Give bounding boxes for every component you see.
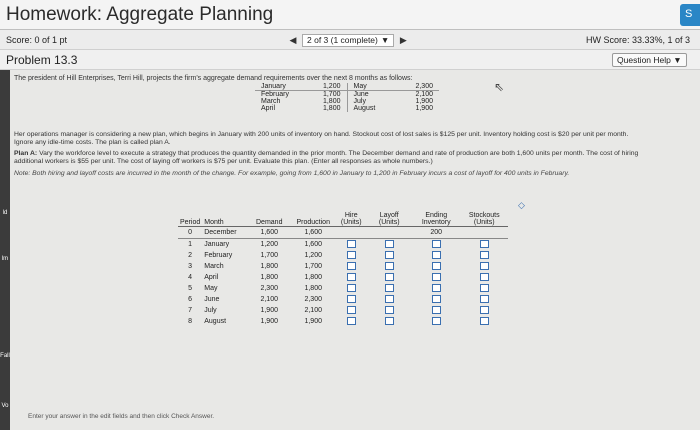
diamond-icon: ◇	[518, 200, 525, 210]
layoff-cell	[366, 250, 412, 261]
period-cell: 3	[188, 263, 193, 270]
previous-question-icon[interactable]: ◀	[289, 34, 297, 45]
note-text	[14, 170, 694, 178]
col-hire	[336, 212, 366, 227]
period-cell: 2	[188, 252, 193, 259]
period-cell: 1	[188, 241, 193, 248]
stockouts-cell	[460, 283, 508, 294]
left-sidebar-strip	[0, 70, 10, 430]
layoff-input[interactable]	[385, 262, 394, 270]
period-cell: 6	[188, 296, 193, 303]
demand-cell: 1,200	[260, 241, 278, 248]
table-row	[178, 294, 508, 305]
plan-a-description: Vary the workforce level to execute a strategy that produces the quantity demanded in the prior month. The December demand and rate of production are both 1,600 units per month. The cost of hiring	[39, 150, 639, 157]
demand-month: July	[353, 98, 366, 105]
plan-a-label: Plan A:	[14, 150, 38, 157]
ending-inventory-cell	[412, 261, 460, 272]
ending-inventory-cell	[412, 305, 460, 316]
next-question-icon[interactable]: ▶	[399, 34, 407, 45]
hire-input[interactable]	[347, 284, 356, 292]
note-label: Note:	[14, 170, 31, 177]
hire-cell	[336, 250, 366, 261]
ending-inventory-cell	[412, 272, 460, 283]
hire-input[interactable]	[347, 295, 356, 303]
table-row	[178, 316, 508, 327]
demand-value: 1,800	[315, 105, 347, 112]
col-month: Month	[202, 212, 248, 227]
demand-month: March	[261, 98, 281, 105]
ending-inventory-cell	[412, 283, 460, 294]
problem-bar	[0, 50, 700, 70]
stockouts-input[interactable]	[480, 240, 489, 248]
hw-score: HW Score: 33.33%, 1 of 3	[586, 35, 691, 45]
stockouts-input[interactable]	[480, 295, 489, 303]
production-cell: 1,800	[304, 285, 322, 292]
month-cell: May	[204, 285, 218, 292]
score-bar	[0, 30, 700, 50]
chevron-down-icon: ▼	[380, 35, 390, 45]
production-cell: 2,100	[304, 307, 322, 314]
col-period: Period	[178, 212, 202, 227]
ending-inventory-input[interactable]	[432, 240, 441, 248]
ending-inventory-input[interactable]	[432, 262, 441, 270]
layoff-cell	[366, 294, 412, 305]
table-row	[178, 305, 508, 316]
layoff-cell	[366, 316, 412, 327]
layoff-input[interactable]	[385, 317, 394, 325]
demand-cell: 1,700	[260, 252, 278, 259]
hire-input[interactable]	[347, 251, 356, 259]
plan-a-description-2: additional workers is $55 per unit. The cost of laying off workers is $75 per unit. Evaluate this plan. (Enter all responses as whole numbers.)	[14, 158, 433, 165]
stockouts-cell	[460, 305, 508, 316]
demand-value: 2,100	[415, 91, 433, 98]
demand-table	[255, 83, 439, 112]
stockouts-input[interactable]	[480, 262, 489, 270]
period-cell: 4	[188, 274, 193, 281]
hire-input[interactable]	[347, 240, 356, 248]
ending-inventory-cell	[412, 239, 460, 251]
demand-value: 1,900	[415, 105, 433, 112]
stockouts-cell	[460, 272, 508, 283]
layoff-input[interactable]	[385, 251, 394, 259]
table-row	[178, 272, 508, 283]
stockouts-input[interactable]	[480, 273, 489, 281]
problem-number: Problem 13.3	[6, 53, 78, 67]
stockouts-cell	[460, 250, 508, 261]
stockouts-cell	[460, 239, 508, 251]
ignore-sentence: Ignore any idle-time costs. The plan is called plan A.	[14, 139, 171, 146]
production-cell: 1,600	[290, 227, 336, 239]
month-cell: December	[202, 227, 248, 239]
layoff-cell	[366, 239, 412, 251]
stockouts-cell	[460, 294, 508, 305]
production-cell: 1,200	[304, 252, 322, 259]
layoff-input[interactable]	[385, 306, 394, 314]
period-cell: 7	[188, 307, 193, 314]
demand-month: June	[353, 91, 369, 98]
col-stockouts-unit: (Units)	[473, 219, 495, 226]
production-cell: 1,900	[304, 318, 322, 325]
sidebar-tab[interactable]: lm	[1, 256, 9, 262]
operations-sentence: Her operations manager is considering a new plan, which begins in January with 200 units of inventory on hand. Stockout cost of lost sales is $125 per unit. Inventory holding cost is $20 per unit per month.	[14, 131, 629, 138]
layoff-input[interactable]	[385, 240, 394, 248]
table-row	[178, 227, 508, 239]
layoff-cell	[366, 261, 412, 272]
hire-cell	[336, 283, 366, 294]
stockouts-cell	[460, 316, 508, 327]
layoff-cell	[366, 272, 412, 283]
table-row	[178, 261, 508, 272]
col-demand: Demand	[248, 212, 290, 227]
intro-text: The president of Hill Enterprises, Terri Hill, projects the firm's aggregate demand requirements over the next 8 months as follows:	[14, 75, 413, 82]
period-cell: 8	[188, 318, 193, 325]
ending-inventory-input[interactable]	[432, 284, 441, 292]
demand-cell: 1,800	[260, 263, 278, 270]
stockouts-cell	[460, 261, 508, 272]
month-cell: March	[204, 263, 224, 270]
demand-cell: 1,900	[260, 307, 278, 314]
demand-month: January	[255, 83, 315, 91]
ending-inventory-input[interactable]	[432, 295, 441, 303]
production-cell: 1,700	[304, 263, 322, 270]
production-schedule-table	[178, 212, 508, 327]
chevron-down-icon: ▼	[673, 55, 682, 65]
question-progress: 2 of 3 (1 complete)	[307, 35, 378, 45]
demand-month: February	[261, 91, 290, 98]
month-cell: January	[204, 241, 230, 248]
col-ending-inventory	[412, 212, 460, 227]
hire-cell	[336, 261, 366, 272]
layoff-input[interactable]	[385, 295, 394, 303]
ending-inventory-cell	[412, 316, 460, 327]
demand-cell: 1,900	[260, 318, 278, 325]
demand-month: May	[347, 83, 407, 91]
demand-value: 1,800	[315, 98, 347, 105]
score-text: Score: 0 of 1 pt	[6, 35, 68, 45]
ending-inventory-cell	[412, 294, 460, 305]
demand-cell: 2,300	[260, 285, 278, 292]
ending-inventory-input[interactable]	[432, 273, 441, 281]
layoff-input[interactable]	[385, 273, 394, 281]
problem-content	[10, 70, 700, 430]
col-layoff-label: Layoff	[379, 212, 399, 219]
hire-input[interactable]	[347, 273, 356, 281]
instruction-footer: Enter your answer in the edit fields and then click Check Answer.	[28, 413, 215, 420]
month-cell: July	[204, 307, 217, 314]
col-layoff-unit: (Units)	[378, 219, 400, 226]
table-row	[178, 283, 508, 294]
layoff-cell	[366, 305, 412, 316]
col-hire-unit: (Units)	[340, 219, 362, 226]
col-stockouts	[460, 212, 508, 227]
demand-month: August	[353, 105, 376, 112]
hire-cell	[336, 239, 366, 251]
demand-value: 1,700	[315, 91, 347, 99]
demand-month: April	[261, 105, 276, 112]
col-production: Production	[290, 212, 336, 227]
ending-inventory-cell: 200	[412, 227, 460, 239]
production-cell: 1,800	[304, 274, 322, 281]
period-cell: 0	[178, 227, 202, 239]
col-hire-label: Hire	[344, 212, 358, 219]
month-cell: August	[204, 318, 227, 325]
hire-cell	[336, 294, 366, 305]
hire-cell	[336, 316, 366, 327]
table-row	[178, 250, 508, 261]
demand-value: 1,900	[415, 98, 433, 105]
stockouts-input[interactable]	[480, 317, 489, 325]
demand-cell: 2,100	[260, 296, 278, 303]
plan-a-text	[14, 150, 694, 166]
hire-input[interactable]	[347, 306, 356, 314]
col-layoff	[366, 212, 412, 227]
col-stockouts-label: Stockouts	[468, 212, 500, 219]
save-button[interactable]: S	[680, 4, 700, 26]
question-help-label: Question Help	[617, 55, 671, 65]
operations-text	[14, 131, 694, 147]
sidebar-tab[interactable]: ld	[2, 210, 8, 216]
month-cell: February	[204, 252, 233, 259]
hire-input[interactable]	[347, 262, 356, 270]
ending-inventory-input[interactable]	[432, 317, 441, 325]
mouse-cursor-icon: ⇖	[494, 80, 505, 94]
note-description: Both hiring and layoff costs are incurred in the month of the change. For example, going from 1,600 in January to 1,200 in February incurs a cost of layoff for 400 units in February.	[32, 170, 570, 177]
hire-cell	[336, 227, 366, 239]
ending-inventory-input[interactable]	[432, 251, 441, 259]
stockouts-input[interactable]	[480, 306, 489, 314]
month-cell: April	[204, 274, 219, 281]
table-row	[178, 239, 508, 251]
col-ending-label: Ending	[425, 212, 448, 219]
demand-cell: 1,800	[260, 274, 278, 281]
sidebar-tab[interactable]: Fall	[0, 353, 10, 359]
ending-inventory-cell	[412, 250, 460, 261]
title-bar	[0, 0, 700, 30]
col-inventory-label: Inventory	[421, 219, 451, 226]
production-cell: 1,600	[304, 241, 322, 248]
layoff-input[interactable]	[385, 284, 394, 292]
stockouts-input[interactable]	[480, 284, 489, 292]
question-select[interactable]	[302, 34, 394, 47]
ending-inventory-input[interactable]	[432, 306, 441, 314]
period-cell: 5	[188, 285, 193, 292]
sidebar-tab[interactable]: Vo	[1, 403, 9, 409]
hire-input[interactable]	[347, 317, 356, 325]
production-cell: 2,300	[304, 296, 322, 303]
question-help-button[interactable]	[612, 53, 687, 67]
demand-value: 2,300	[407, 83, 439, 91]
demand-cell: 1,600	[248, 227, 290, 239]
month-cell: June	[204, 296, 220, 303]
question-navigator	[287, 33, 415, 47]
hire-cell	[336, 272, 366, 283]
page-title: Homework: Aggregate Planning	[6, 4, 274, 25]
hire-cell	[336, 305, 366, 316]
layoff-cell	[366, 227, 412, 239]
stockouts-input[interactable]	[480, 251, 489, 259]
layoff-cell	[366, 283, 412, 294]
stockouts-cell	[460, 227, 508, 239]
demand-value: 1,200	[315, 83, 347, 91]
